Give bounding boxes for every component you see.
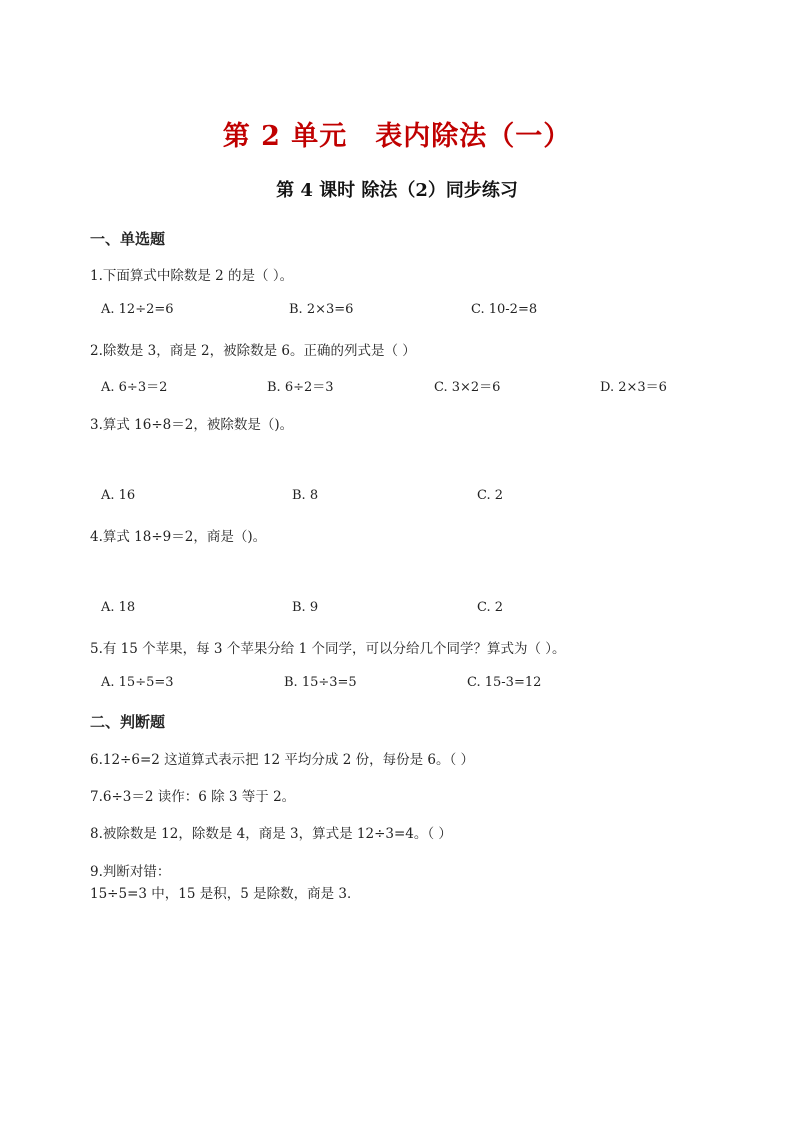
question-9-stem: 9.判断对错： xyxy=(90,864,171,880)
question-1-option-c: C. 10-2=8 xyxy=(471,302,538,317)
section-heading-judgement: 二、判断题 xyxy=(90,713,166,731)
section-heading-single-choice: 一、单选题 xyxy=(90,230,166,248)
question-2-option-a: A. 6÷3＝2 xyxy=(101,380,168,395)
page-subtitle: 第 4 课时 除法（2）同步练习 xyxy=(276,180,518,201)
question-4-option-c: C. 2 xyxy=(477,600,504,615)
question-4-option-a: A. 18 xyxy=(101,600,136,615)
question-7-stem: 7.6÷3＝2 读作：6 除 3 等于 2。 xyxy=(90,789,296,805)
question-6-stem: 6.12÷6=2 这道算式表示把 12 平均分成 2 份，每份是 6。（ ） xyxy=(90,752,475,768)
question-2-options xyxy=(101,376,781,396)
question-5-stem: 5.有 15 个苹果，每 3 个苹果分给 1 个同学，可以分给几个同学？算式为（ ）。 xyxy=(90,641,566,657)
question-1-options xyxy=(101,302,781,322)
question-3-options xyxy=(101,488,781,508)
question-2-stem: 2.除数是 3，商是 2，被除数是 6。正确的列式是（ ） xyxy=(90,343,416,359)
question-5-option-c: C. 15-3=12 xyxy=(467,675,542,690)
question-3-option-c: C. 2 xyxy=(477,488,504,503)
question-1-stem: 1.下面算式中除数是 2 的是（ ）。 xyxy=(90,268,294,284)
question-5-options xyxy=(101,675,781,695)
question-4-stem: 4.算式 18÷9＝2，商是（)。 xyxy=(90,529,267,545)
question-5-option-a: A. 15÷5=3 xyxy=(101,675,174,690)
question-2-option-b: B. 6÷2＝3 xyxy=(267,380,334,395)
question-9-detail: 15÷5=3 中，15 是积，5 是除数，商是 3． xyxy=(90,886,361,902)
question-1-option-b: B. 2×3=6 xyxy=(289,302,354,317)
page-title: 第 2 单元 表内除法（一） xyxy=(222,121,572,152)
question-3-option-a: A. 16 xyxy=(101,488,136,503)
question-4-options xyxy=(101,600,781,620)
question-2-option-c: C. 3×2＝6 xyxy=(434,380,501,395)
question-4-option-b: B. 9 xyxy=(292,600,319,615)
question-2-option-d: D. 2×3＝6 xyxy=(600,380,667,395)
question-8-stem: 8.被除数是 12，除数是 4，商是 3，算式是 12÷3=4。（ ） xyxy=(90,826,452,842)
question-1-option-a: A. 12÷2=6 xyxy=(101,302,174,317)
question-3-stem: 3.算式 16÷8＝2，被除数是（)。 xyxy=(90,417,294,433)
question-3-option-b: B. 8 xyxy=(292,488,319,503)
question-5-option-b: B. 15÷3=5 xyxy=(284,675,357,690)
